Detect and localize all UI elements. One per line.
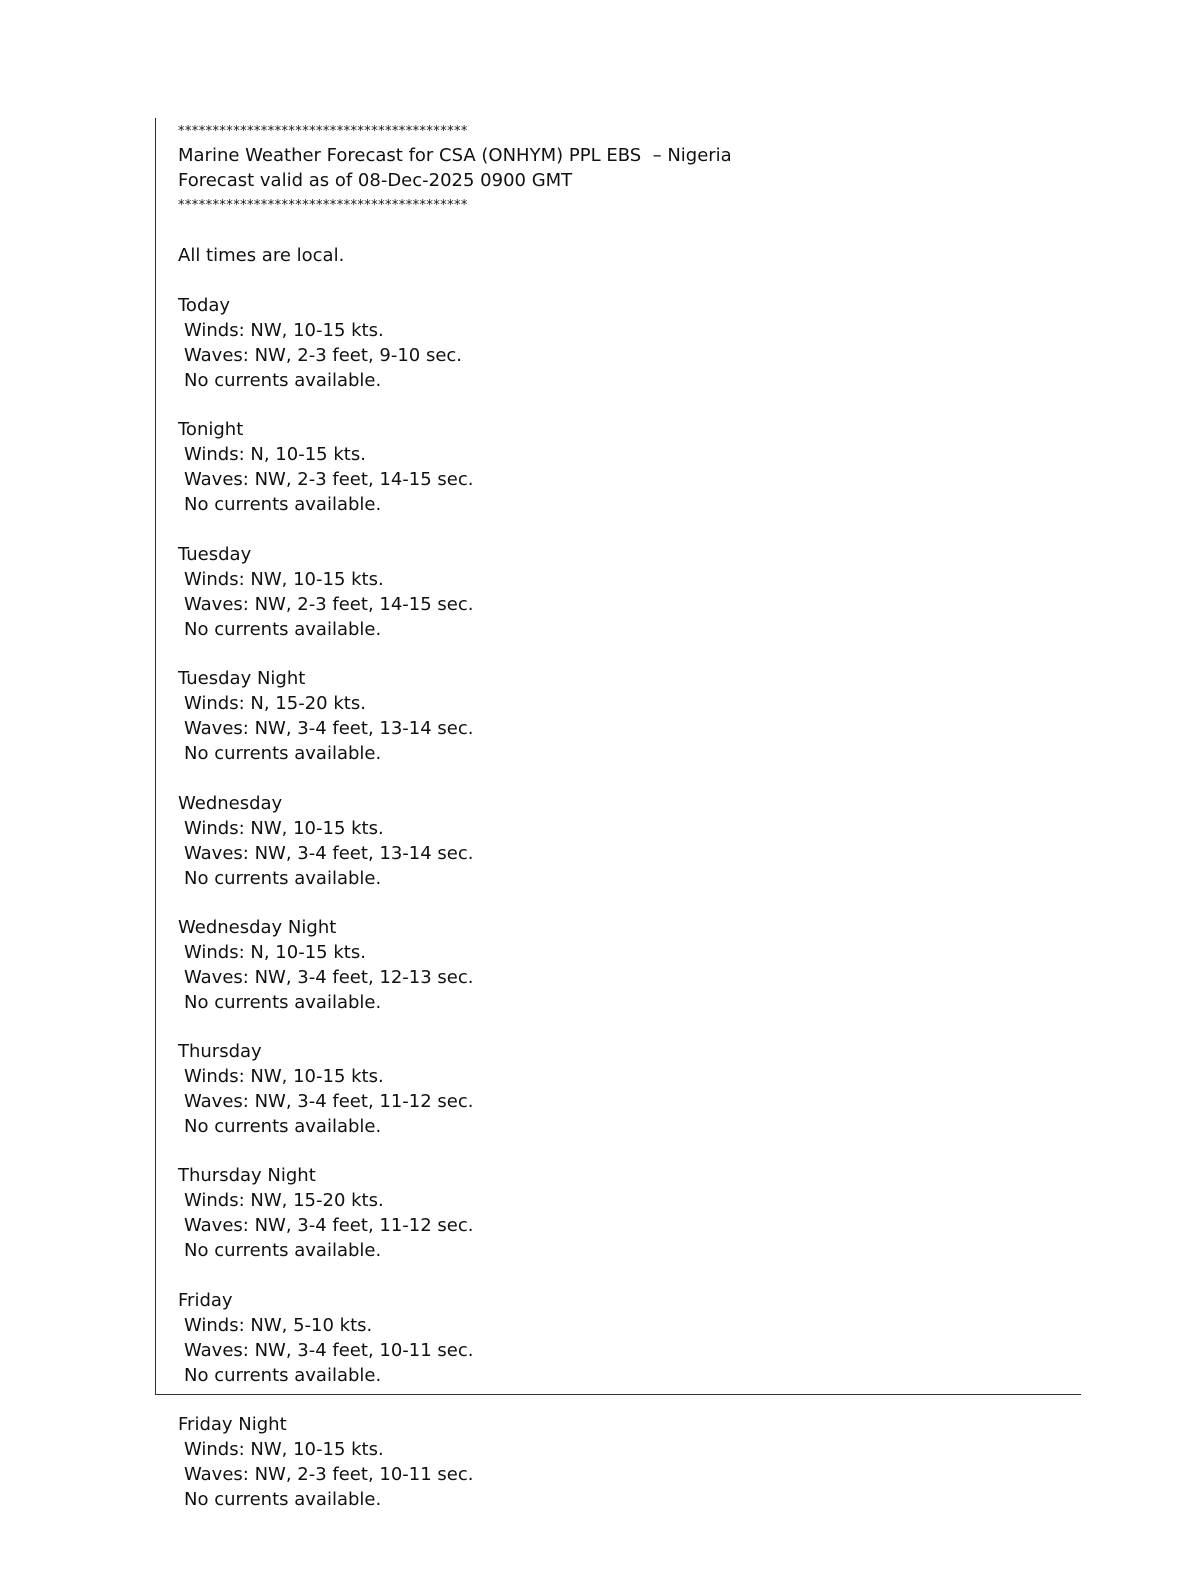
period-currents: No currents available. [184,1240,382,1261]
period-name: Wednesday [178,793,283,814]
period-currents: No currents available. [184,370,382,391]
period-currents: No currents available. [184,619,382,640]
stars-bottom: ****************************************** [178,198,468,213]
period-name: Today [178,295,231,316]
period-name: Friday Night [178,1414,287,1435]
period-winds: Winds: N, 10-15 kts. [184,942,366,963]
period-winds: Winds: NW, 15-20 kts. [184,1190,384,1211]
period-waves: Waves: NW, 2-3 feet, 9-10 sec. [184,345,463,366]
period-currents: No currents available. [184,743,382,764]
period-name: Thursday Night [178,1165,316,1186]
forecast-valid: Forecast valid as of 08-Dec-2025 0900 GMT [178,170,573,191]
period-name: Friday [178,1290,233,1311]
period-winds: Winds: N, 10-15 kts. [184,444,366,465]
period-waves: Waves: NW, 2-3 feet, 14-15 sec. [184,594,474,615]
period-waves: Waves: NW, 3-4 feet, 11-12 sec. [184,1215,474,1236]
period-winds: Winds: NW, 10-15 kts. [184,320,384,341]
forecast-title: Marine Weather Forecast for CSA (ONHYM) PPL EBS – Nigeria [178,145,732,166]
period-winds: Winds: NW, 5-10 kts. [184,1315,373,1336]
period-currents: No currents available. [184,868,382,889]
period-waves: Waves: NW, 3-4 feet, 13-14 sec. [184,718,474,739]
period-winds: Winds: NW, 10-15 kts. [184,818,384,839]
period-name: Thursday [178,1041,262,1062]
period-waves: Waves: NW, 3-4 feet, 11-12 sec. [184,1091,474,1112]
period-currents: No currents available. [184,992,382,1013]
period-currents: No currents available. [184,1489,382,1510]
period-name: Tuesday [178,544,252,565]
period-name: Wednesday Night [178,917,337,938]
period-winds: Winds: NW, 10-15 kts. [184,569,384,590]
period-waves: Waves: NW, 3-4 feet, 13-14 sec. [184,843,474,864]
period-name: Tuesday Night [178,668,306,689]
times-note: All times are local. [178,245,345,266]
stars-top: ****************************************** [178,124,468,139]
period-waves: Waves: NW, 2-3 feet, 10-11 sec. [184,1464,474,1485]
period-waves: Waves: NW, 3-4 feet, 12-13 sec. [184,967,474,988]
period-winds: Winds: N, 15-20 kts. [184,693,366,714]
period-currents: No currents available. [184,1365,382,1386]
period-winds: Winds: NW, 10-15 kts. [184,1066,384,1087]
period-winds: Winds: NW, 10-15 kts. [184,1439,384,1460]
period-waves: Waves: NW, 3-4 feet, 10-11 sec. [184,1340,474,1361]
period-currents: No currents available. [184,1116,382,1137]
period-name: Tonight [178,419,244,440]
period-waves: Waves: NW, 2-3 feet, 14-15 sec. [184,469,474,490]
period-currents: No currents available. [184,494,382,515]
